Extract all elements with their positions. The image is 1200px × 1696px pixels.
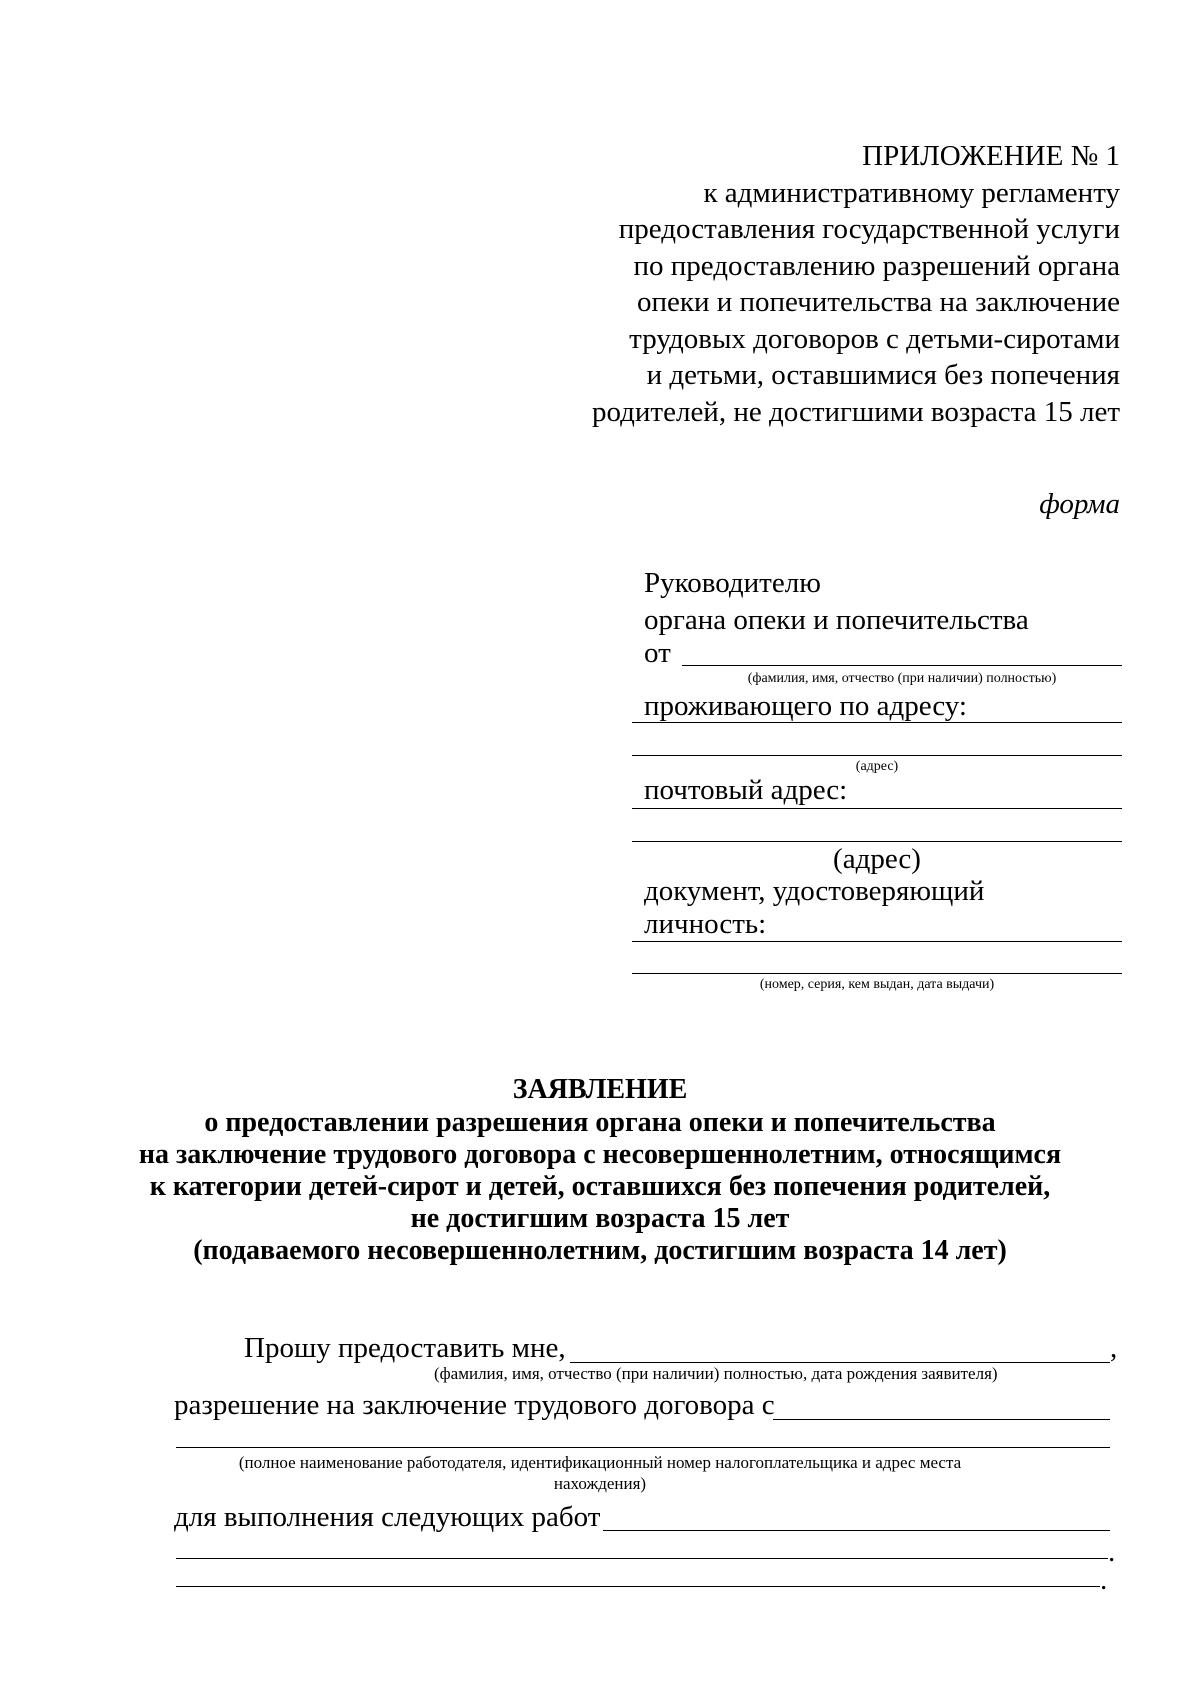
employer-caption-2: нахождения) <box>553 1474 647 1493</box>
postal-address-field-1[interactable] <box>632 808 1122 809</box>
appendix-line: и детьми, оставшимися без попечения <box>646 359 1120 391</box>
appendix-title: ПРИЛОЖЕНИЕ № 1 <box>862 140 1120 172</box>
statement-subtitle-line: о предоставлении разрешения органа опеки и попечительства <box>204 1107 996 1138</box>
works-field-1[interactable] <box>603 1530 1110 1531</box>
appendix-line: к административному регламенту <box>703 176 1120 209</box>
works-field-2[interactable] <box>176 1558 1108 1559</box>
works-text: для выполнения следующих работ <box>174 1501 601 1533</box>
statement-subtitle-line: не достигшим возраста 15 лет <box>410 1203 790 1234</box>
form-label: форма <box>1039 488 1120 520</box>
appendix-line: трудовых договоров с детьми-сиротами <box>629 322 1120 355</box>
applicant-details-field[interactable] <box>570 1362 1110 1363</box>
applicant-details-caption: (фамилия, имя, отчество (при наличии) полностью, дата рождения заявителя) <box>434 1364 998 1383</box>
comma: , <box>1110 1332 1118 1364</box>
postal-address-caption: (адрес) <box>833 843 921 875</box>
appendix-line: родителей, не достигшими возраста 15 лет <box>591 395 1120 428</box>
permission-text: разрешение на заключение трудового договора с <box>174 1389 775 1421</box>
line-end-dot: . <box>1100 1564 1108 1596</box>
statement-subtitle-line: к категории детей-сирот и детей, оставшихся без попечения родителей, <box>149 1171 1051 1202</box>
id-document-label-1: документ, удостоверяющий <box>644 875 985 907</box>
applicant-name-caption: (фамилия, имя, отчество (при наличии) полностью) <box>747 671 1057 686</box>
employer-caption-1: (полное наименование работодателя, идентификационный номер налогоплательщика и адрес места <box>238 1453 962 1472</box>
statement-subtitle-line: (подаваемого несовершеннолетним, достигшим возраста 14 лет) <box>193 1235 1007 1266</box>
postal-address-field-2[interactable] <box>632 841 1122 842</box>
employer-field-2[interactable] <box>176 1447 1110 1448</box>
id-document-caption: (номер, серия, кем выдан, дата выдачи) <box>759 977 995 992</box>
id-document-label-2: личность: <box>644 908 767 940</box>
appendix-line: предоставления государственной услуги <box>618 213 1120 245</box>
appendix-line: по предоставлению разрешений органа <box>633 249 1120 282</box>
residence-field-1[interactable] <box>632 722 1122 723</box>
postal-address-label: почтовый адрес: <box>644 774 848 806</box>
employer-field-1[interactable] <box>773 1419 1110 1420</box>
statement-heading: ЗАЯВЛЕНИЕ <box>512 1074 688 1105</box>
address-caption: (адрес) <box>855 759 899 774</box>
appendix-header <box>560 138 1120 430</box>
line-end-dot: . <box>1108 1536 1116 1568</box>
residence-label: проживающего по адресу: <box>644 690 967 722</box>
id-document-field-2[interactable] <box>632 973 1122 974</box>
statement-subtitle-line: на заключение трудового договора с несовершеннолетним, относящимся <box>138 1139 1062 1170</box>
addressee-line-1: Руководителю <box>644 567 821 599</box>
appendix-line: опеки и попечительства на заключение <box>637 286 1120 318</box>
residence-field-2[interactable] <box>632 755 1122 756</box>
works-field-3[interactable] <box>176 1586 1100 1587</box>
request-text: Прошу предоставить мне, <box>244 1332 566 1364</box>
id-document-field-1[interactable] <box>632 941 1122 942</box>
addressee-line-2: органа опеки и попечительства <box>644 604 1029 636</box>
statement-title <box>0 1074 1200 1267</box>
from-label: от <box>644 637 671 669</box>
applicant-name-field[interactable] <box>682 665 1122 666</box>
